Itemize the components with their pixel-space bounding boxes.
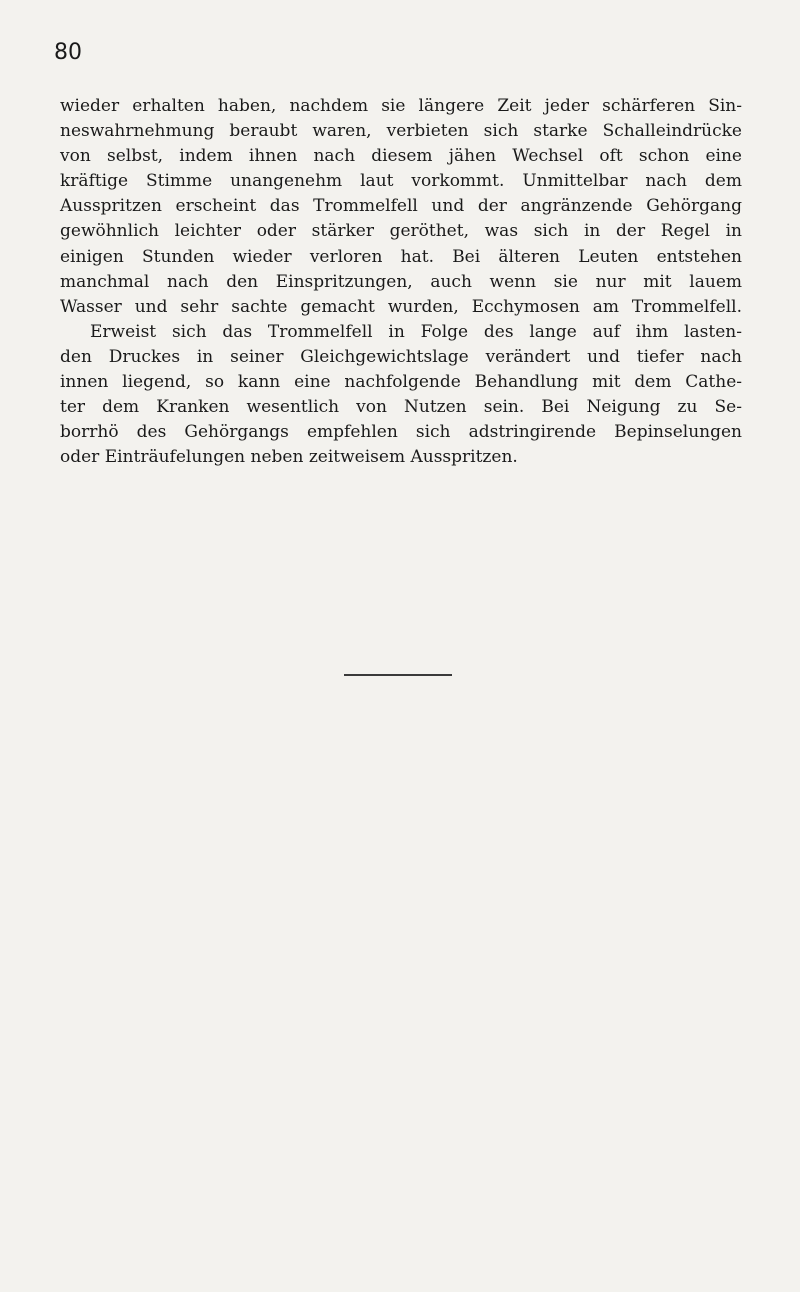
text-line: innen liegend, so kann eine nachfolgende Behandlung mit dem Cathe- (60, 372, 742, 393)
body-text (60, 94, 742, 470)
text-line: Ausspritzen erscheint das Trommelfell und der angränzende Gehörgang (60, 196, 742, 217)
text-line: borrhö des Gehörgangs empfehlen sich adstringirende Bepinselungen (60, 422, 742, 443)
text-line: einigen Stunden wieder verloren hat. Bei älteren Leuten entstehen (60, 246, 742, 267)
text-line: Erweist sich das Trommelfell in Folge des lange auf ihm lasten- (90, 321, 742, 342)
text-line: gewöhnlich leichter oder stärker geröthet, was sich in der Regel in (60, 221, 742, 242)
text-line: oder Einträufelungen neben zeitweisem Ausspritzen. (60, 447, 518, 468)
text-line: kräftige Stimme unangenehm laut vorkommt. Unmittelbar nach dem (60, 171, 742, 192)
section-divider (344, 674, 452, 676)
text-line: den Druckes in seiner Gleichgewichtslage verändert und tiefer nach (60, 346, 742, 367)
text-line: ter dem Kranken wesentlich von Nutzen sein. Bei Neigung zu Se- (60, 397, 742, 418)
text-line: wieder erhalten haben, nachdem sie längere Zeit jeder schärferen Sin- (60, 96, 742, 116)
text-line: manchmal nach den Einspritzungen, auch wenn sie nur mit lauem (60, 271, 742, 292)
text-line: Wasser und sehr sachte gemacht wurden, Ecchymosen am Trommelfell. (60, 296, 742, 317)
text-line: von selbst, indem ihnen nach diesem jähen Wechsel oft schon eine (60, 146, 742, 167)
text-line: neswahrnehmung beraubt waren, verbieten sich starke Schalleindrücke (60, 121, 742, 142)
page-number: 80 (54, 40, 82, 65)
